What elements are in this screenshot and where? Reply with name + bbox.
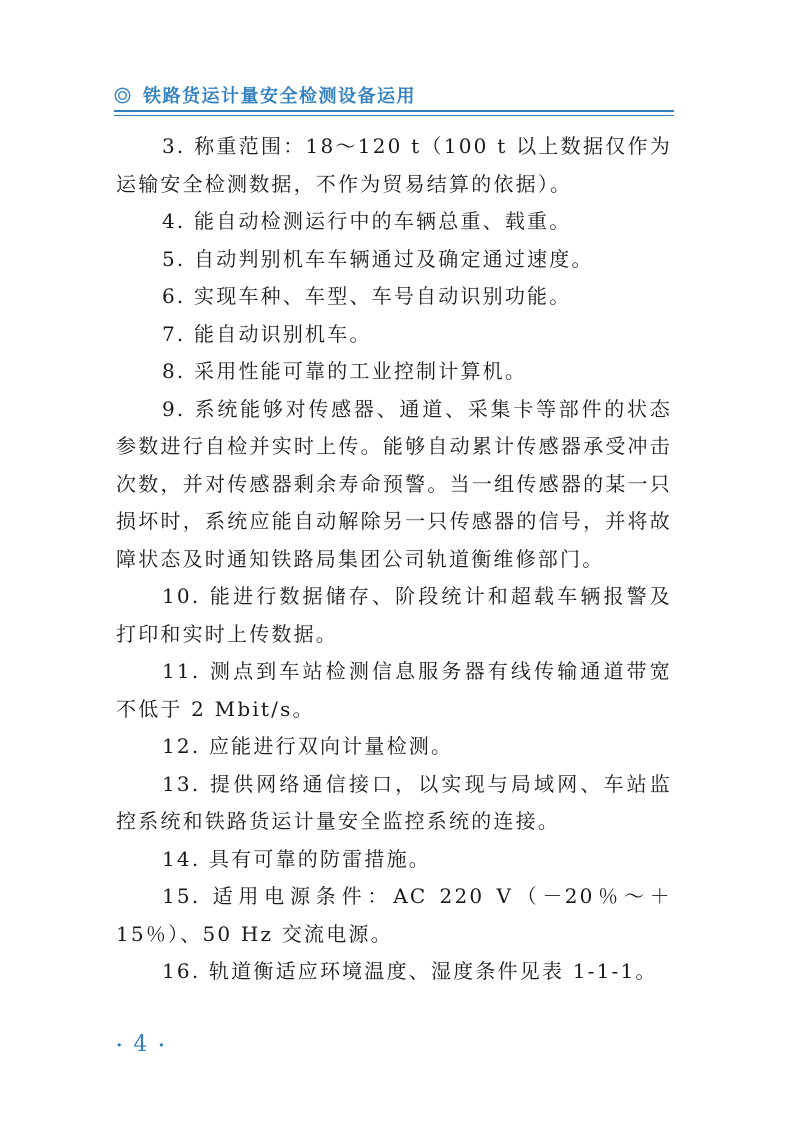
- header-rule-thin: [114, 115, 674, 116]
- page-number-value: 4: [133, 1032, 150, 1057]
- paragraph-item-16: 16. 轨道衡适应环境温度、湿度条件见表 1-1-1。: [162, 959, 658, 983]
- paragraph-item-4: 4. 能自动检测运行中的车辆总重、载重。: [162, 209, 572, 233]
- bullet-dot-icon: ·: [158, 1035, 167, 1056]
- running-header: [114, 82, 416, 108]
- body-text: [116, 128, 672, 991]
- paragraph-item-13: 13. 提供网络通信接口，以实现与局域网、车站监控系统和铁路货运计量安全监控系统的连接。: [116, 771, 672, 833]
- paragraph-item-15: 15. 适用电源条件：AC 220 V（－20％～＋15％）、50 Hz 交流电源。: [116, 884, 672, 946]
- paragraph-item-8: 8. 采用性能可靠的工业控制计算机。: [162, 359, 528, 383]
- paragraph-item-6: 6. 实现车种、车型、车号自动识别功能。: [162, 284, 572, 308]
- paragraph-item-14: 14. 具有可靠的防雷措施。: [162, 846, 431, 871]
- book-title: 铁路货运计量安全检测设备运用: [143, 86, 416, 107]
- paragraph-item-11: 11. 测点到车站检测信息服务器有线传输通道带宽不低于 2 Mbit/s。: [116, 659, 672, 721]
- double-circle-icon: [114, 87, 131, 104]
- header-rule-thick: [114, 110, 674, 112]
- paragraph-item-3: 3. 称重范围：18～120 t（100 t 以上数据仅作为运输安全检测数据，不作为贸易结算的依据）。: [116, 134, 672, 196]
- bullet-dot-icon: ·: [116, 1035, 125, 1056]
- paragraph-item-9: 9. 系统能够对传感器、通道、采集卡等部件的状态参数进行自检并实时上传。能够自动累计传感器承受冲击次数，并对传感器剩余寿命预警。当一组传感器的某一只损坏时，系统应能自动解除另一只传感器的信号，并将故障状态及时通知铁路局集团公司轨道衡维修部门。: [116, 396, 672, 571]
- paragraph-item-7: 7. 能自动识别机车。: [162, 321, 372, 346]
- paragraph-item-10: 10. 能进行数据储存、阶段统计和超载车辆报警及打印和实时上传数据。: [116, 584, 672, 646]
- page-number: [116, 1032, 167, 1057]
- paragraph-item-12: 12. 应能进行双向计量检测。: [162, 734, 454, 758]
- paragraph-item-5: 5. 自动判别机车车辆通过及确定通过速度。: [162, 246, 594, 271]
